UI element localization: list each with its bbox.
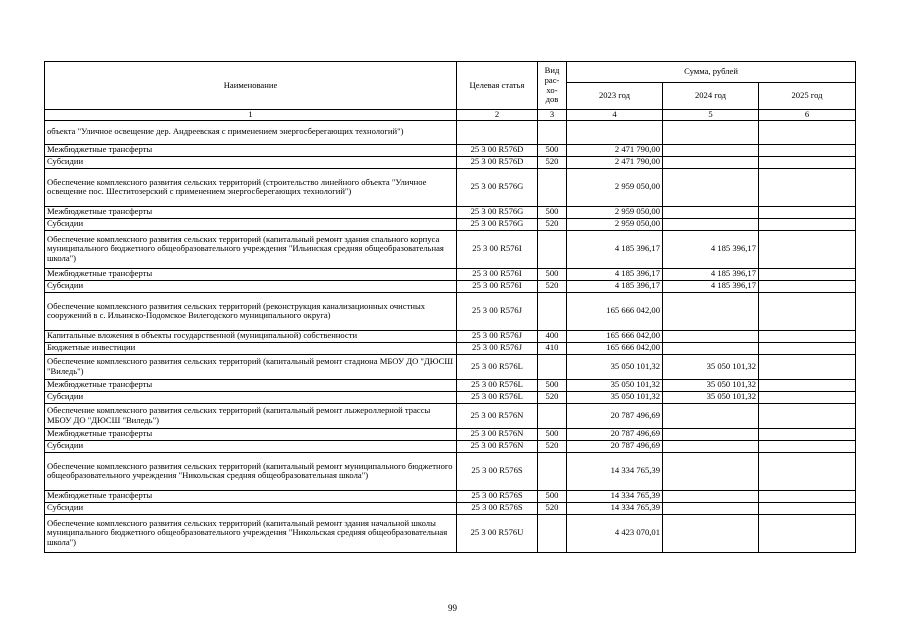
cell-sum-2025 bbox=[759, 156, 856, 168]
cell-target-code: 25 3 00 R576J bbox=[457, 330, 538, 342]
cell-vid: 500 bbox=[538, 379, 567, 391]
cell-sum-2023: 20 787 496,69 bbox=[567, 440, 663, 452]
cell-sum-2023: 20 787 496,69 bbox=[567, 428, 663, 440]
cell-sum-2024 bbox=[663, 144, 759, 156]
cell-vid: 410 bbox=[538, 342, 567, 354]
cell-name: Обеспечение комплексного развития сельских территорий (капитальный ремонт муниципального бюджетного общеобразовательного учреждения "Никольская средняя общеобразовательная школа") bbox=[45, 452, 457, 490]
table-row bbox=[45, 514, 856, 552]
cell-vid: 500 bbox=[538, 490, 567, 502]
cell-target-code: 25 3 00 R576N bbox=[457, 403, 538, 428]
cell-name: Бюджетные инвестиции bbox=[45, 342, 457, 354]
cell-sum-2025 bbox=[759, 342, 856, 354]
col-number-4: 4 bbox=[567, 110, 663, 121]
cell-sum-2025 bbox=[759, 330, 856, 342]
cell-sum-2025 bbox=[759, 379, 856, 391]
cell-sum-2025 bbox=[759, 514, 856, 552]
cell-sum-2023 bbox=[567, 120, 663, 144]
cell-sum-2025 bbox=[759, 292, 856, 330]
cell-name: Субсидии bbox=[45, 280, 457, 292]
col-number-5: 5 bbox=[663, 110, 759, 121]
cell-vid: 520 bbox=[538, 218, 567, 230]
cell-target-code: 25 3 00 R576G bbox=[457, 218, 538, 230]
cell-vid bbox=[538, 452, 567, 490]
header-year-2025: 2025 год bbox=[759, 83, 856, 110]
cell-target-code: 25 3 00 R576D bbox=[457, 156, 538, 168]
cell-sum-2025 bbox=[759, 354, 856, 379]
table-row bbox=[45, 403, 856, 428]
cell-name: Обеспечение комплексного развития сельских территорий (капитальный ремонт здания спального корпуса муниципального бюджетного общеобразовательного учреждения "Ильинская средняя общеобразовательная школа") bbox=[45, 230, 457, 268]
cell-target-code: 25 3 00 R576J bbox=[457, 292, 538, 330]
cell-sum-2023: 2 471 790,00 bbox=[567, 156, 663, 168]
table-row bbox=[45, 168, 856, 206]
cell-sum-2024: 35 050 101,32 bbox=[663, 379, 759, 391]
cell-vid: 500 bbox=[538, 144, 567, 156]
cell-sum-2025 bbox=[759, 206, 856, 218]
table-row bbox=[45, 428, 856, 440]
cell-sum-2023: 165 666 042,00 bbox=[567, 292, 663, 330]
cell-sum-2023: 4 185 396,17 bbox=[567, 280, 663, 292]
cell-vid: 520 bbox=[538, 156, 567, 168]
cell-vid bbox=[538, 292, 567, 330]
cell-target-code: 25 3 00 R576I bbox=[457, 280, 538, 292]
cell-target-code: 25 3 00 R576N bbox=[457, 440, 538, 452]
cell-name: Межбюджетные трансферты bbox=[45, 268, 457, 280]
header-target: Целевая статья bbox=[457, 62, 538, 110]
table-row bbox=[45, 144, 856, 156]
cell-name: Субсидии bbox=[45, 502, 457, 514]
cell-sum-2023: 20 787 496,69 bbox=[567, 403, 663, 428]
col-number-1: 1 bbox=[45, 110, 457, 121]
table-row bbox=[45, 206, 856, 218]
cell-vid: 500 bbox=[538, 206, 567, 218]
cell-name: Субсидии bbox=[45, 391, 457, 403]
cell-sum-2025 bbox=[759, 391, 856, 403]
cell-name: Обеспечение комплексного развития сельских территорий (капитальный ремонт здания начальной школы муниципального бюджетного общеобразовательного учреждения "Никольская средняя общеобразовательная школа") bbox=[45, 514, 457, 552]
cell-sum-2024 bbox=[663, 514, 759, 552]
cell-sum-2025 bbox=[759, 280, 856, 292]
cell-sum-2023: 2 471 790,00 bbox=[567, 144, 663, 156]
cell-target-code: 25 3 00 R576I bbox=[457, 268, 538, 280]
cell-sum-2023: 165 666 042,00 bbox=[567, 330, 663, 342]
cell-name: Межбюджетные трансферты bbox=[45, 206, 457, 218]
cell-sum-2023: 35 050 101,32 bbox=[567, 391, 663, 403]
header-sum: Сумма, рублей bbox=[567, 62, 856, 83]
cell-vid: 520 bbox=[538, 440, 567, 452]
cell-name: объекта "Уличное освещение дер. Андреевская с применением энергосберегающих технологий") bbox=[45, 120, 457, 144]
table-row bbox=[45, 120, 856, 144]
cell-name: Субсидии bbox=[45, 156, 457, 168]
cell-target-code: 25 3 00 R576S bbox=[457, 502, 538, 514]
header-name: Наименование bbox=[45, 62, 457, 110]
cell-sum-2025 bbox=[759, 490, 856, 502]
table-row bbox=[45, 156, 856, 168]
cell-sum-2024 bbox=[663, 292, 759, 330]
cell-name: Обеспечение комплексного развития сельских территорий (капитальный ремонт стадиона МБОУ ДО "ДЮСШ "Виледь") bbox=[45, 354, 457, 379]
cell-target-code: 25 3 00 R576G bbox=[457, 206, 538, 218]
table-row bbox=[45, 230, 856, 268]
cell-sum-2024 bbox=[663, 218, 759, 230]
cell-vid bbox=[538, 354, 567, 379]
cell-sum-2025 bbox=[759, 120, 856, 144]
cell-sum-2024: 4 185 396,17 bbox=[663, 280, 759, 292]
col-number-2: 2 bbox=[457, 110, 538, 121]
cell-sum-2024 bbox=[663, 440, 759, 452]
cell-vid: 400 bbox=[538, 330, 567, 342]
cell-sum-2023: 35 050 101,32 bbox=[567, 379, 663, 391]
cell-sum-2024 bbox=[663, 403, 759, 428]
cell-target-code: 25 3 00 R576J bbox=[457, 342, 538, 354]
cell-name: Межбюджетные трансферты bbox=[45, 428, 457, 440]
cell-name: Обеспечение комплексного развития сельских территорий (капитальный ремонт лыжероллерной трассы МБОУ ДО "ДЮСШ "Виледь") bbox=[45, 403, 457, 428]
cell-sum-2024: 4 185 396,17 bbox=[663, 230, 759, 268]
cell-sum-2025 bbox=[759, 168, 856, 206]
cell-vid: 500 bbox=[538, 268, 567, 280]
cell-name: Субсидии bbox=[45, 440, 457, 452]
table-row bbox=[45, 354, 856, 379]
cell-sum-2024 bbox=[663, 156, 759, 168]
cell-sum-2023: 2 959 050,00 bbox=[567, 206, 663, 218]
cell-sum-2025 bbox=[759, 230, 856, 268]
cell-sum-2023: 14 334 765,39 bbox=[567, 502, 663, 514]
page-number: 99 bbox=[448, 603, 457, 613]
cell-sum-2023: 165 666 042,00 bbox=[567, 342, 663, 354]
cell-sum-2023: 4 185 396,17 bbox=[567, 268, 663, 280]
cell-sum-2024 bbox=[663, 428, 759, 440]
cell-vid: 520 bbox=[538, 502, 567, 514]
cell-sum-2024 bbox=[663, 120, 759, 144]
table-row bbox=[45, 292, 856, 330]
cell-target-code: 25 3 00 R576S bbox=[457, 490, 538, 502]
table-row bbox=[45, 268, 856, 280]
cell-sum-2023: 4 185 396,17 bbox=[567, 230, 663, 268]
cell-vid bbox=[538, 230, 567, 268]
cell-name: Обеспечение комплексного развития сельских территорий (строительство линейного объекта "Уличное освещение пос. Шеститозерский с применением энергосберегающих технологий") bbox=[45, 168, 457, 206]
cell-sum-2024 bbox=[663, 206, 759, 218]
table-row bbox=[45, 280, 856, 292]
cell-sum-2025 bbox=[759, 440, 856, 452]
col-number-6: 6 bbox=[759, 110, 856, 121]
cell-sum-2024 bbox=[663, 342, 759, 354]
cell-vid: 500 bbox=[538, 428, 567, 440]
header-year-2024: 2024 год bbox=[663, 83, 759, 110]
cell-sum-2025 bbox=[759, 502, 856, 514]
cell-vid: 520 bbox=[538, 391, 567, 403]
cell-sum-2024 bbox=[663, 502, 759, 514]
cell-target-code bbox=[457, 120, 538, 144]
header-year-2023: 2023 год bbox=[567, 83, 663, 110]
col-number-3: 3 bbox=[538, 110, 567, 121]
cell-sum-2025 bbox=[759, 403, 856, 428]
cell-target-code: 25 3 00 R576S bbox=[457, 452, 538, 490]
cell-target-code: 25 3 00 R576L bbox=[457, 379, 538, 391]
cell-sum-2023: 14 334 765,39 bbox=[567, 452, 663, 490]
cell-sum-2024 bbox=[663, 452, 759, 490]
budget-table bbox=[44, 61, 856, 553]
cell-sum-2024: 35 050 101,32 bbox=[663, 391, 759, 403]
cell-sum-2025 bbox=[759, 218, 856, 230]
cell-vid bbox=[538, 168, 567, 206]
cell-target-code: 25 3 00 R576U bbox=[457, 514, 538, 552]
cell-name: Межбюджетные трансферты bbox=[45, 144, 457, 156]
cell-sum-2025 bbox=[759, 268, 856, 280]
cell-sum-2025 bbox=[759, 428, 856, 440]
cell-sum-2024 bbox=[663, 330, 759, 342]
cell-vid bbox=[538, 403, 567, 428]
cell-sum-2023: 2 959 050,00 bbox=[567, 218, 663, 230]
cell-target-code: 25 3 00 R576L bbox=[457, 354, 538, 379]
table-row bbox=[45, 330, 856, 342]
cell-target-code: 25 3 00 R576I bbox=[457, 230, 538, 268]
cell-sum-2024 bbox=[663, 168, 759, 206]
table-row bbox=[45, 490, 856, 502]
cell-name: Межбюджетные трансферты bbox=[45, 490, 457, 502]
table-row bbox=[45, 391, 856, 403]
cell-vid bbox=[538, 514, 567, 552]
cell-name: Межбюджетные трансферты bbox=[45, 379, 457, 391]
cell-vid bbox=[538, 120, 567, 144]
cell-sum-2023: 14 334 765,39 bbox=[567, 490, 663, 502]
table-row bbox=[45, 440, 856, 452]
table-body bbox=[45, 120, 856, 552]
table-row bbox=[45, 342, 856, 354]
cell-sum-2025 bbox=[759, 144, 856, 156]
cell-sum-2023: 4 423 070,01 bbox=[567, 514, 663, 552]
table-row bbox=[45, 379, 856, 391]
cell-target-code: 25 3 00 R576D bbox=[457, 144, 538, 156]
cell-name: Капитальные вложения в объекты государственной (муниципальной) собственности bbox=[45, 330, 457, 342]
table-row bbox=[45, 218, 856, 230]
cell-target-code: 25 3 00 R576L bbox=[457, 391, 538, 403]
cell-target-code: 25 3 00 R576G bbox=[457, 168, 538, 206]
cell-sum-2025 bbox=[759, 452, 856, 490]
cell-name: Обеспечение комплексного развития сельских территорий (реконструкция канализационных очистных сооружений в с. Ильинско-Подомское Вилегодского муниципального округа) bbox=[45, 292, 457, 330]
header-vid: Вид рас- хо- дов bbox=[538, 62, 567, 110]
table-row bbox=[45, 452, 856, 490]
cell-sum-2023: 2 959 050,00 bbox=[567, 168, 663, 206]
cell-vid: 520 bbox=[538, 280, 567, 292]
cell-sum-2024: 35 050 101,32 bbox=[663, 354, 759, 379]
cell-target-code: 25 3 00 R576N bbox=[457, 428, 538, 440]
cell-sum-2023: 35 050 101,32 bbox=[567, 354, 663, 379]
cell-sum-2024 bbox=[663, 490, 759, 502]
cell-sum-2024: 4 185 396,17 bbox=[663, 268, 759, 280]
cell-name: Субсидии bbox=[45, 218, 457, 230]
table-row bbox=[45, 502, 856, 514]
